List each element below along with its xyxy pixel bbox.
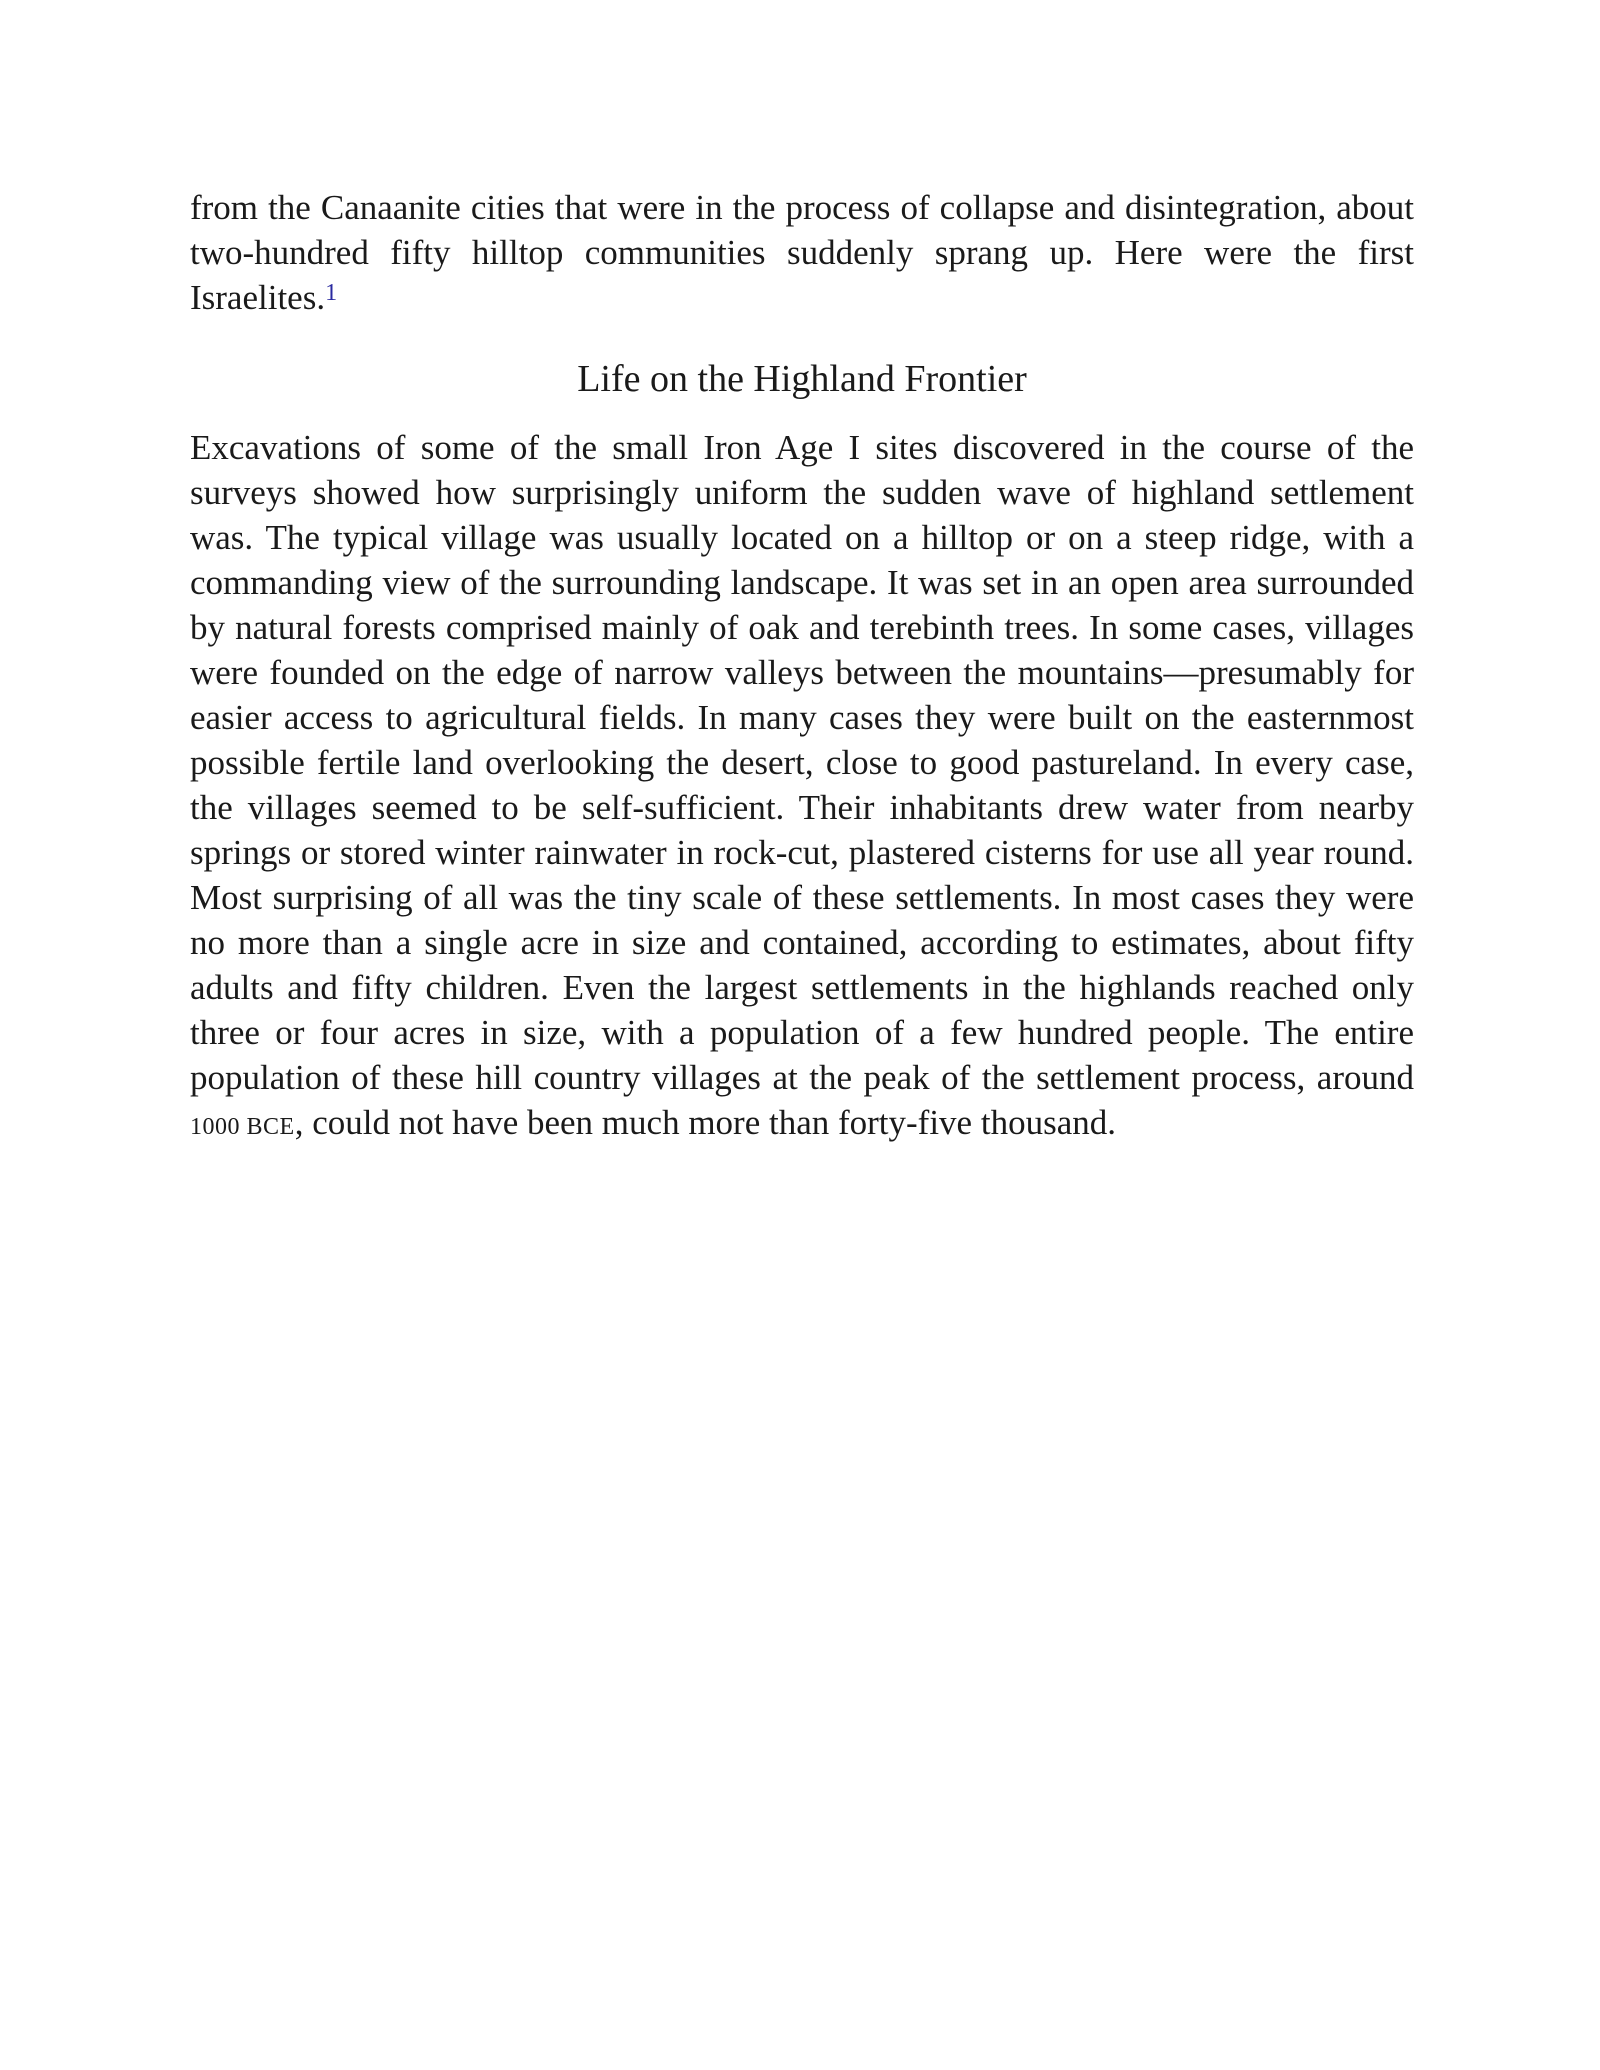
section-paragraph-text: Excavations of some of the small Iron Age I sites discovered in the course of the surveys showed how surprisingly uniform the sudden wave of highland settlement was. The typical village was usually located on a hilltop or on a steep ridge, with a commanding view of the surrounding landscape. It was set in an open area surrounded by natural forests comprised mainly of oak and terebinth trees. In some cases, villages were founded on the edge of narrow valleys between the mountains—presumably for easier access to agricultural fields. In many cases they were built on the easternmost possible fertile land overlooking the desert, close to good pastureland. In every case, the villages seemed to be self-sufficient. Their inhabitants drew water from nearby springs or stored winter rainwater in rock-cut, plastered cisterns for use all year round. Most surprising of all was the tiny scale of these settlements. In most cases they were no more than a single acre in size and contained, according to estimates, about fifty adults and fifty children. Even the largest settlements in the highlands reached only three or four acres in size, with a population of a few hundred people. The entire population of these hill country villages at the peak of the settlement process, around [190,428,1414,1097]
footnote-reference[interactable]: 1 [325,280,338,306]
date-text: 1000 BCE [190,1114,295,1140]
opening-paragraph-text: from the Canaanite cities that were in the process of collapse and disintegration, about two-hundred fifty hilltop communities suddenly sprang up. Here were the first Israelites. [190,188,1414,317]
section-heading: Life on the Highland Frontier [577,358,1027,400]
section-paragraph-end: , could not have been much more than forty-five thousand. [294,1103,1116,1142]
document-page [190,185,1414,1150]
opening-paragraph [190,185,1414,320]
section-paragraph [190,425,1414,1150]
